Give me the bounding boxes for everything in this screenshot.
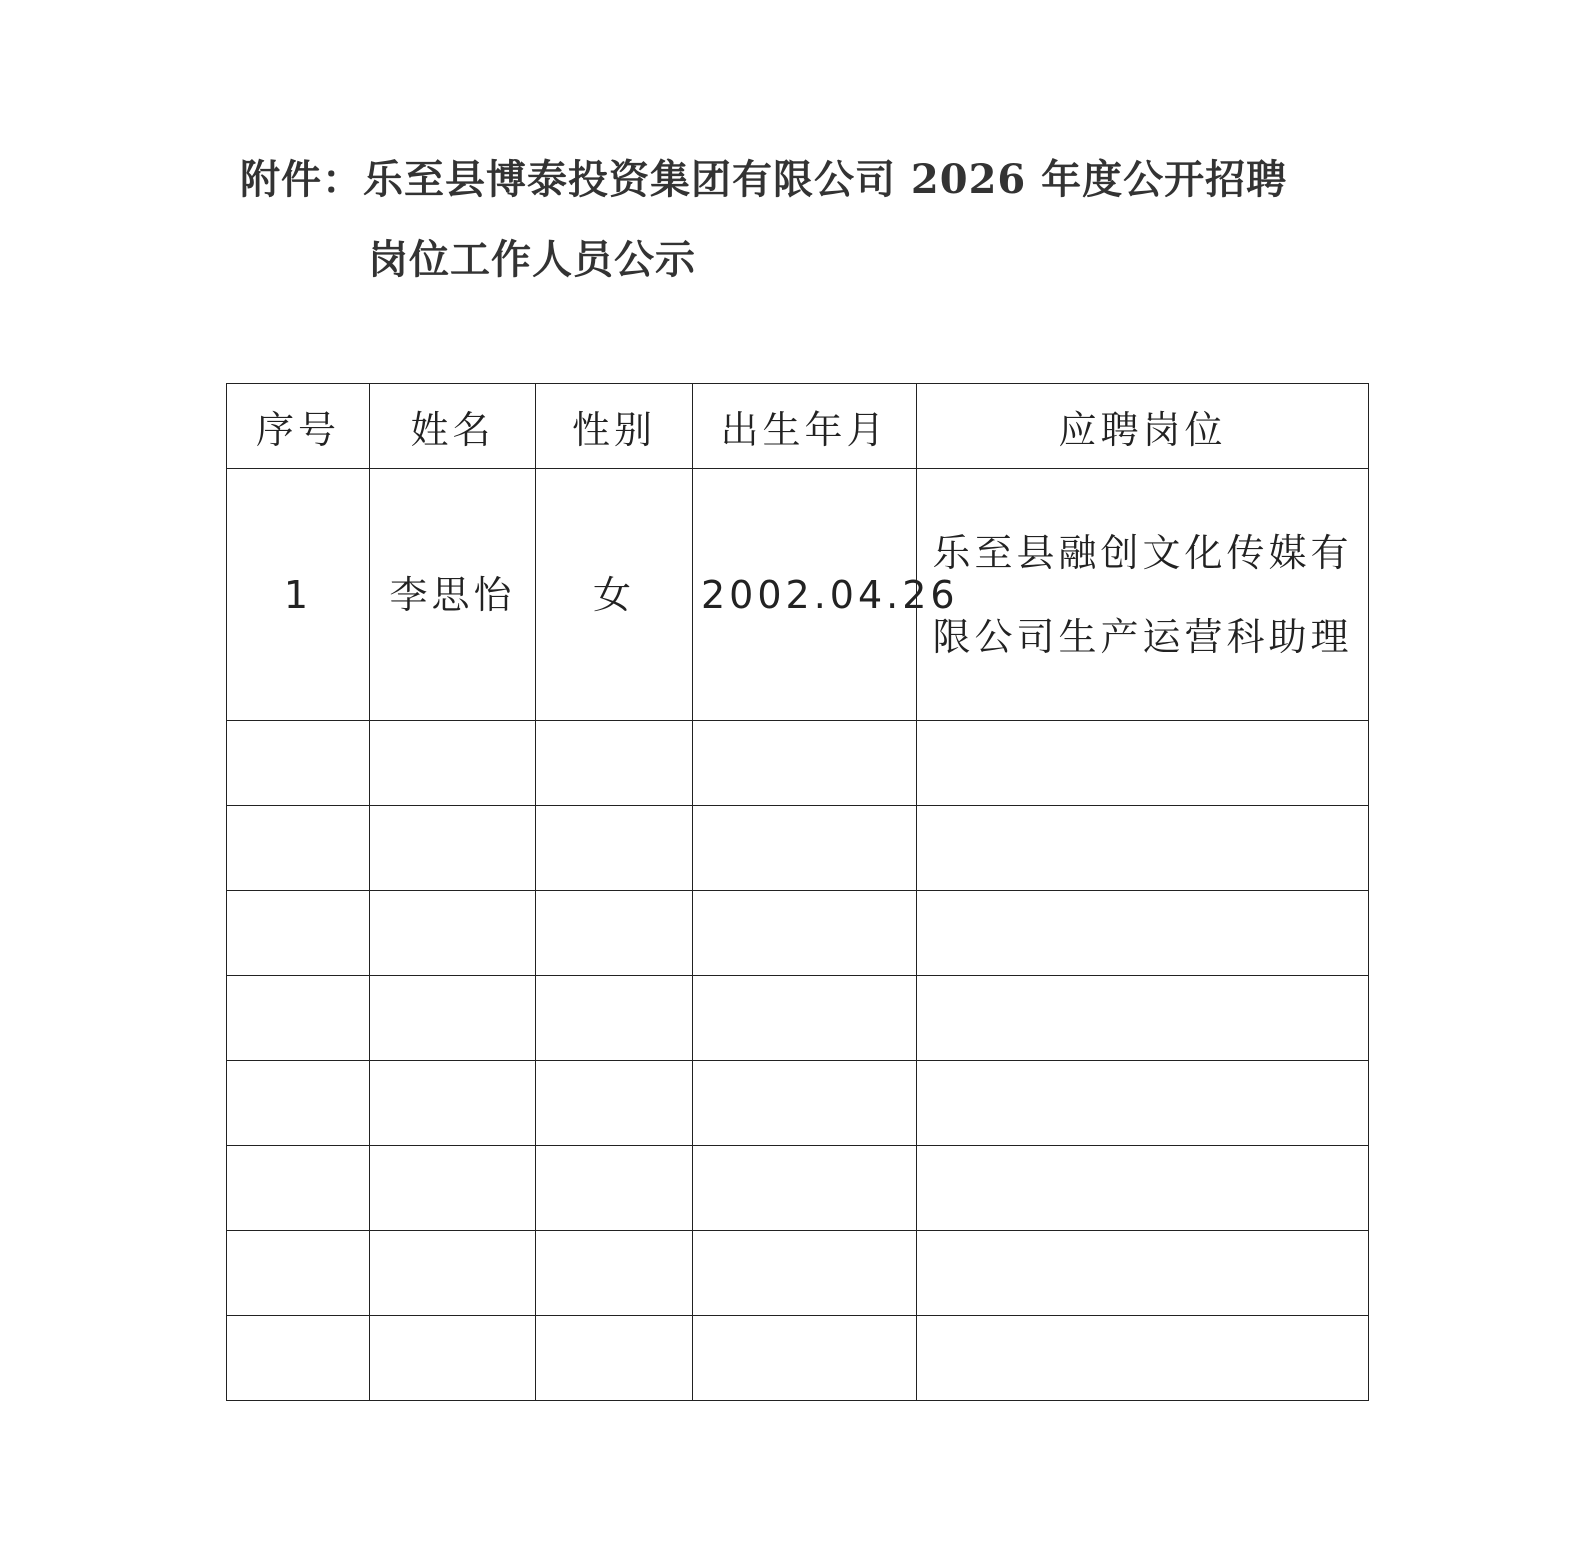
empty-row [227,721,1369,806]
empty-cell [693,891,917,976]
header-birth: 出生年月 [693,384,917,469]
empty-cell [370,976,536,1061]
empty-cell [693,1061,917,1146]
empty-cell [917,891,1369,976]
empty-row [227,891,1369,976]
empty-cell [370,891,536,976]
empty-cell [227,1316,370,1401]
empty-cell [370,1316,536,1401]
cell-position: 乐至县融创文化传媒有限公司生产运营科助理 [917,469,1369,721]
empty-row [227,1316,1369,1401]
empty-row [227,1061,1369,1146]
empty-cell [917,806,1369,891]
empty-cell [693,721,917,806]
header-position: 应聘岗位 [917,384,1369,469]
document-title [240,140,1350,300]
empty-cell [536,1231,693,1316]
empty-cell [693,1316,917,1401]
empty-cell [227,721,370,806]
announcement-table [226,383,1369,1401]
empty-cell [917,1316,1369,1401]
empty-cell [370,806,536,891]
empty-cell [693,1231,917,1316]
title-line-2: 岗位工作人员公示 [368,236,696,283]
empty-cell [536,721,693,806]
header-name: 姓名 [370,384,536,469]
empty-cell [227,806,370,891]
empty-cell [917,976,1369,1061]
empty-row [227,806,1369,891]
empty-cell [227,1061,370,1146]
empty-cell [917,1061,1369,1146]
cell-name: 李思怡 [370,469,536,721]
empty-cell [536,976,693,1061]
header-index: 序号 [227,384,370,469]
empty-cell [917,1231,1369,1316]
empty-cell [370,721,536,806]
empty-cell [917,1146,1369,1231]
empty-cell [693,1146,917,1231]
empty-cell [227,1146,370,1231]
empty-cell [693,976,917,1061]
empty-cell [693,806,917,891]
empty-row [227,1231,1369,1316]
empty-cell [227,1231,370,1316]
empty-cell [536,891,693,976]
cell-gender: 女 [536,469,693,721]
empty-cell [536,806,693,891]
empty-cell [227,891,370,976]
empty-cell [370,1146,536,1231]
empty-cell [917,721,1369,806]
table-header-row [227,384,1369,469]
empty-row [227,976,1369,1061]
cell-index: 1 [227,469,370,721]
empty-cell [227,976,370,1061]
empty-cell [536,1146,693,1231]
title-line-1: 附件：乐至县博泰投资集团有限公司 2026 年度公开招聘 [240,156,1288,203]
table-row [227,469,1369,721]
empty-row [227,1146,1369,1231]
empty-cell [536,1061,693,1146]
empty-cell [370,1231,536,1316]
empty-cell [536,1316,693,1401]
header-gender: 性别 [536,384,693,469]
cell-birth: 2002.04.26 [693,469,917,721]
empty-cell [370,1061,536,1146]
